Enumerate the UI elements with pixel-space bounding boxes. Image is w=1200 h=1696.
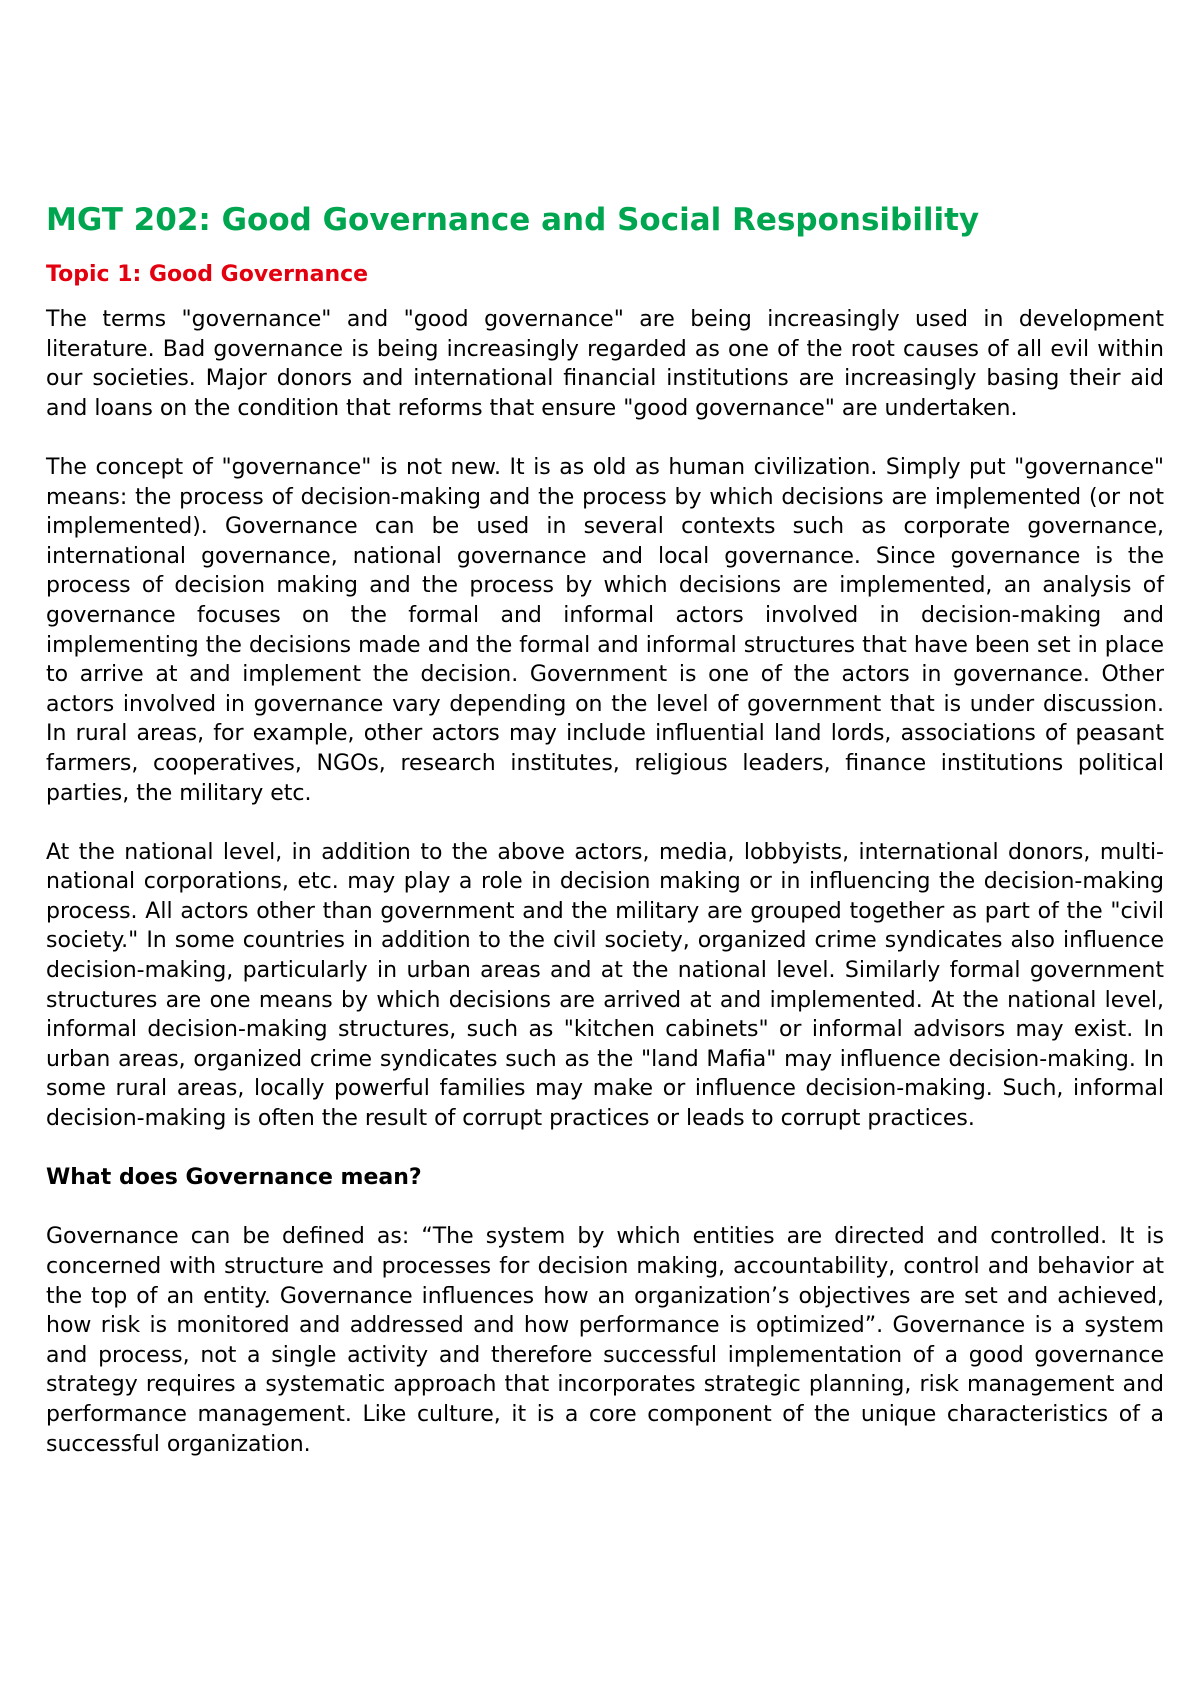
spacer (46, 423, 1164, 453)
spacer (46, 1193, 1164, 1223)
spacer (46, 290, 1164, 305)
spacer (46, 808, 1164, 838)
topic-heading: Topic 1: Good Governance (46, 262, 369, 287)
document-content (46, 200, 1164, 1459)
document-title: MGT 202: Good Governance and Social Responsibility (46, 202, 980, 238)
paragraph-concept: The concept of "governance" is not new. It is as old as human civilization. Simply put "governance" means: the process of decision-making and the process by which decisions are implemented (or not implemented). Governance can be used in several contexts such as corporate governance, international governance, national governance and local governance. Since governance is the process of decision making and the process by which decisions are implemented, an analysis of governance focuses on the formal and informal actors involved in decision-making and implementing the decisions made and the formal and informal structures that have been set in place to arrive at and implement the decision. Government is one of the actors in governance. Other actors involved in governance vary depending on the level of government that is under discussion. In rural areas, for example, other actors may include influential land lords, associations of peasant farmers, cooperatives, NGOs, research institutes, religious leaders, finance institutions political parties, the military etc. (46, 454, 1164, 806)
section-heading: What does Governance mean? (46, 1165, 422, 1191)
spacer (46, 1134, 1164, 1164)
paragraph-intro: The terms "governance" and "good governance" are being increasingly used in development literature. Bad governance is being increasingly regarded as one of the root causes of all evil within our societies. Major donors and international financial institutions are increasingly basing their aid and loans on the condition that reforms that ensure "good governance" are undertaken. (46, 307, 1164, 421)
paragraph-definition: Governance can be defined as: “The system by which entities are directed and controlled. It is concerned with structure and processes for decision making, accountability, control and behavior at the top of an entity. Governance influences how an organization’s objectives are set and achieved, how risk is monitored and addressed and how performance is optimized”. Governance is a system and process, not a single activity and therefore successful implementation of a good governance strategy requires a systematic approach that incorporates strategic planning, risk management and performance management. Like culture, it is a core component of the unique characteristics of a successful organization. (46, 1224, 1164, 1457)
paragraph-national-level: At the national level, in addition to the above actors, media, lobbyists, international donors, multi-national corporations, etc. may play a role in decision making or in influencing the decision-making process. All actors other than government and the military are grouped together as part of the "civil society." In some countries in addition to the civil society, organized crime syndicates also influence decision-making, particularly in urban areas and at the national level. Similarly formal government structures are one means by which decisions are arrived at and implemented. At the national level, informal decision-making structures, such as "kitchen cabinets" or informal advisors may exist. In urban areas, organized crime syndicates such as the "land Mafia" may influence decision-making. In some rural areas, locally powerful families may make or influence decision-making. Such, informal decision-making is often the result of corrupt practices or leads to corrupt practices. (46, 839, 1164, 1132)
